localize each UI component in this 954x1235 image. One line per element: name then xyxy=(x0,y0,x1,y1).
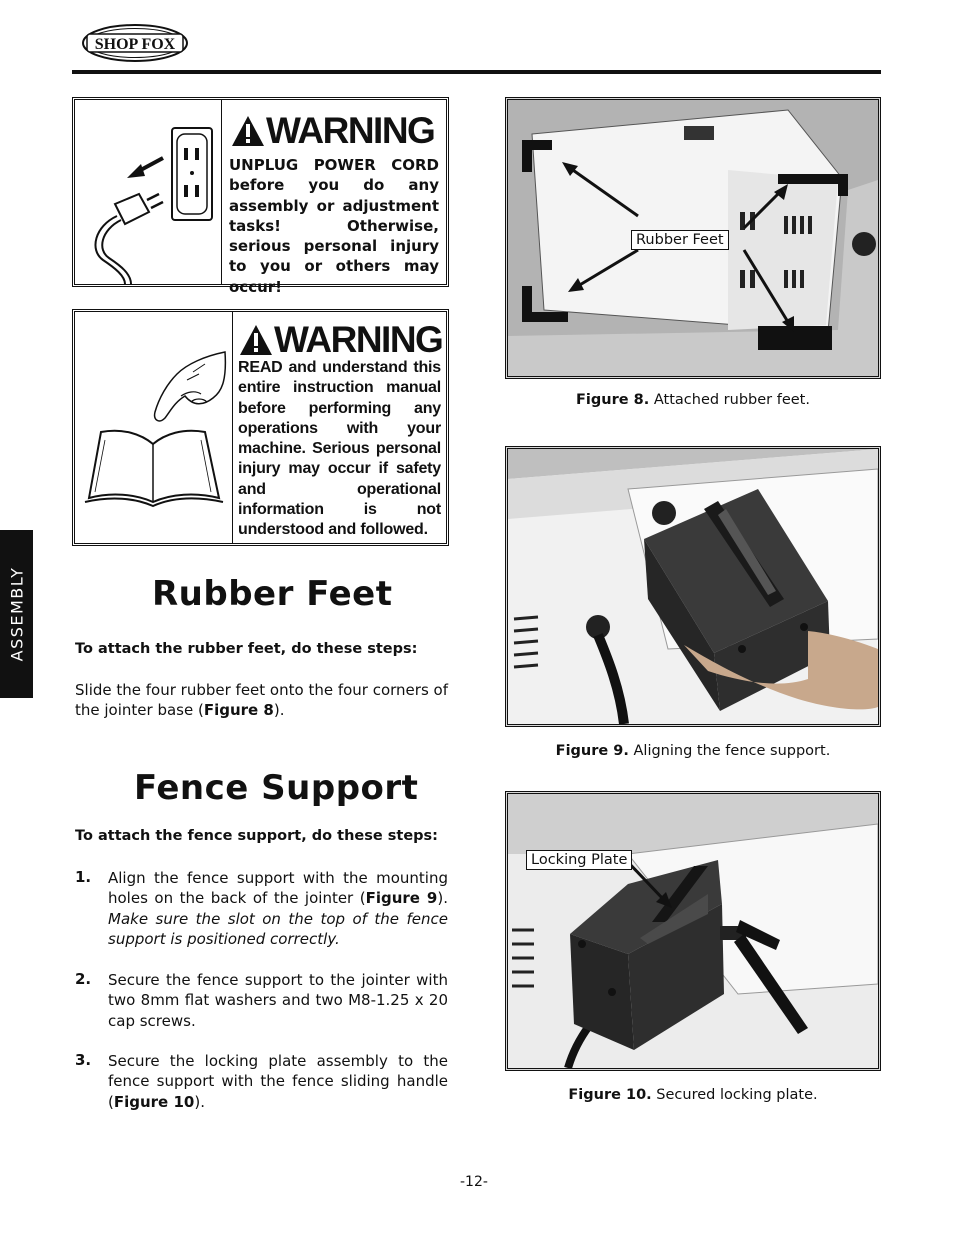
step-1-note: Make sure the slot on the top of the fence support is positioned correctly. xyxy=(108,909,448,948)
logo-text: SHOP FOX xyxy=(94,36,176,53)
warning-box-read-manual xyxy=(72,309,449,546)
step-3-text: Secure the locking plate assembly to the fence support with the fence sliding handle (Figure 10). xyxy=(108,1052,448,1111)
step-2-text: Secure the fence support to the jointer with two 8mm flat washers and two M8-1.25 x 20 cap screws. xyxy=(108,971,448,1030)
read-manual-illustration xyxy=(75,312,233,543)
header-rule xyxy=(72,70,881,74)
heading-rubber-feet: Rubber Feet xyxy=(152,574,393,614)
figure-10-caption: Figure 10. Secured locking plate. xyxy=(568,1087,818,1103)
warning-triangle-icon xyxy=(231,115,265,147)
callout-locking-plate: Locking Plate xyxy=(526,850,632,870)
section-tab xyxy=(0,530,33,698)
heading-fence-support: Fence Support xyxy=(134,768,419,808)
section-tab-label: ASSEMBLY xyxy=(7,566,26,662)
figure-10-photo xyxy=(505,791,881,1071)
warning-text-unplug: UNPLUG POWER CORD before you do any assembly or adjustment tasks! Otherwise, serious personal injury to you or others may occur! xyxy=(229,156,439,296)
warning-box-unplug xyxy=(72,97,449,296)
unplug-illustration xyxy=(75,100,222,284)
rubber-feet-lead: To attach the rubber feet, do these steps: xyxy=(75,641,418,657)
callout-rubber-feet: Rubber Feet xyxy=(631,230,729,250)
fence-support-lead: To attach the fence support, do these steps: xyxy=(75,828,438,844)
rubber-feet-body: Slide the four rubber feet onto the four corners of the jointer base (Figure 8). xyxy=(75,681,448,720)
warning-triangle-icon xyxy=(239,324,273,356)
step-1-number: 1. xyxy=(75,868,92,886)
step-3-number: 3. xyxy=(75,1051,92,1069)
figure-9-photo xyxy=(505,446,881,727)
warning-title: WARNING xyxy=(239,321,442,358)
step-2-number: 2. xyxy=(75,970,92,988)
warning-title: WARNING xyxy=(231,112,434,149)
warning-text-read-manual: READ and understand this entire instruction manual before performing any operations with your machine. Serious personal injury may occur if safety and operational information is not understood and followed. xyxy=(238,359,441,539)
page-number: -12- xyxy=(460,1174,488,1190)
shop-fox-logo xyxy=(82,24,188,62)
step-1-text: Align the fence support with the mounting holes on the back of the jointer (Figure 9). Make sure the slot on the top of the fence support is positioned correctly. xyxy=(108,869,448,948)
figure-9-caption: Figure 9. Aligning the fence support. xyxy=(555,743,831,759)
figure-8-caption: Figure 8. Attached rubber feet. xyxy=(576,392,810,408)
